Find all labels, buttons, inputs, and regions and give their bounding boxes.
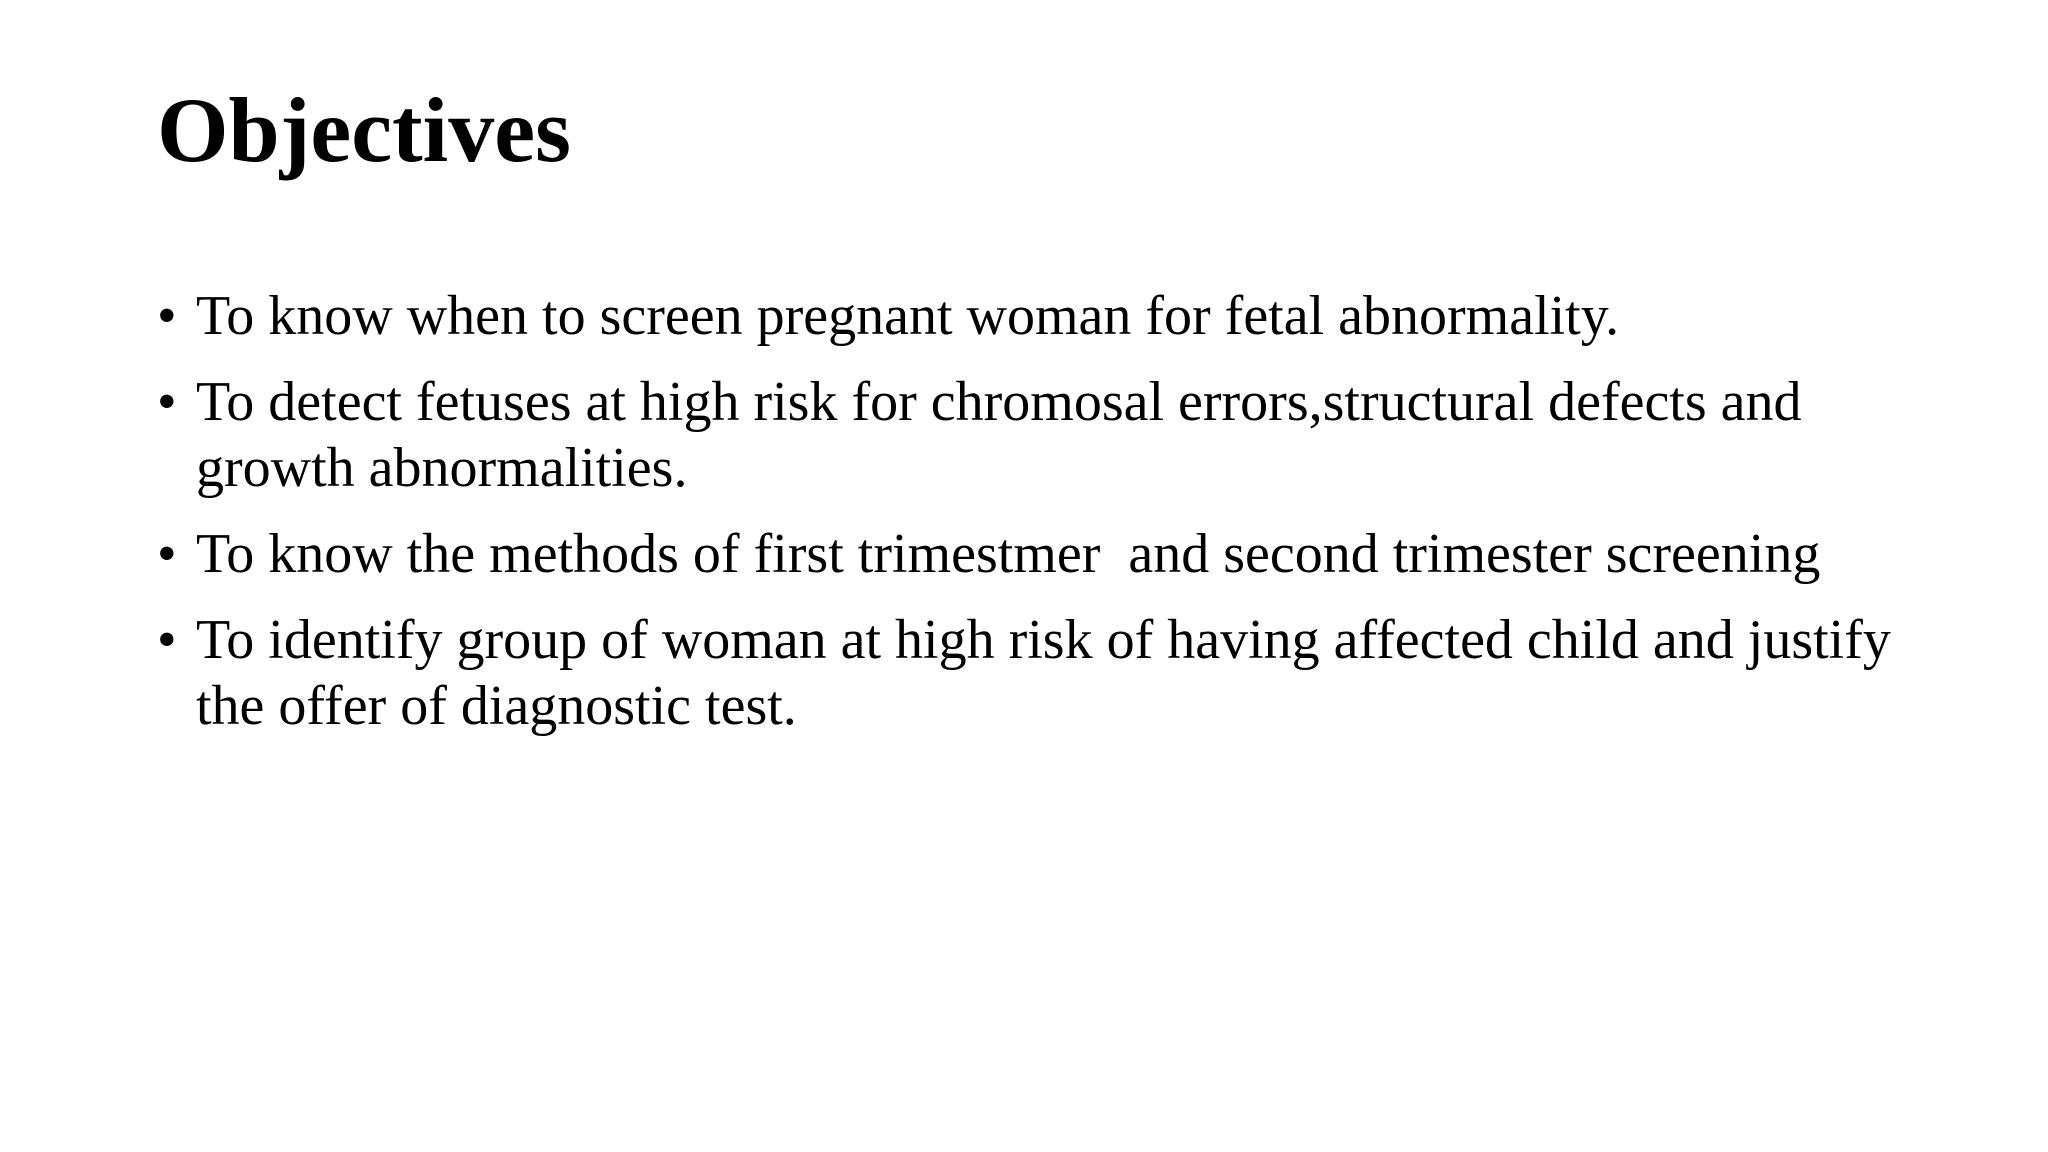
objectives-list	[157, 283, 1917, 759]
bullet-icon: •	[157, 609, 177, 671]
bullet-text: To identify group of woman at high risk of having affected child and justify the offer of diagnostic test.	[196, 609, 1905, 737]
list-item	[157, 369, 1917, 501]
bullet-icon: •	[157, 523, 177, 585]
list-item	[157, 607, 1917, 739]
bullet-text: To know the methods of first trimestmer and second trimester screening	[196, 523, 1821, 585]
slide-title: Objectives	[157, 79, 571, 181]
bullet-text: To detect fetuses at high risk for chromosal errors,structural defects and growth abnormalities.	[196, 371, 1816, 499]
list-item	[157, 521, 1917, 587]
bullet-icon: •	[157, 371, 177, 433]
bullet-icon: •	[157, 285, 177, 347]
list-item	[157, 283, 1917, 349]
bullet-text: To know when to screen pregnant woman for fetal abnormality.	[196, 285, 1620, 347]
